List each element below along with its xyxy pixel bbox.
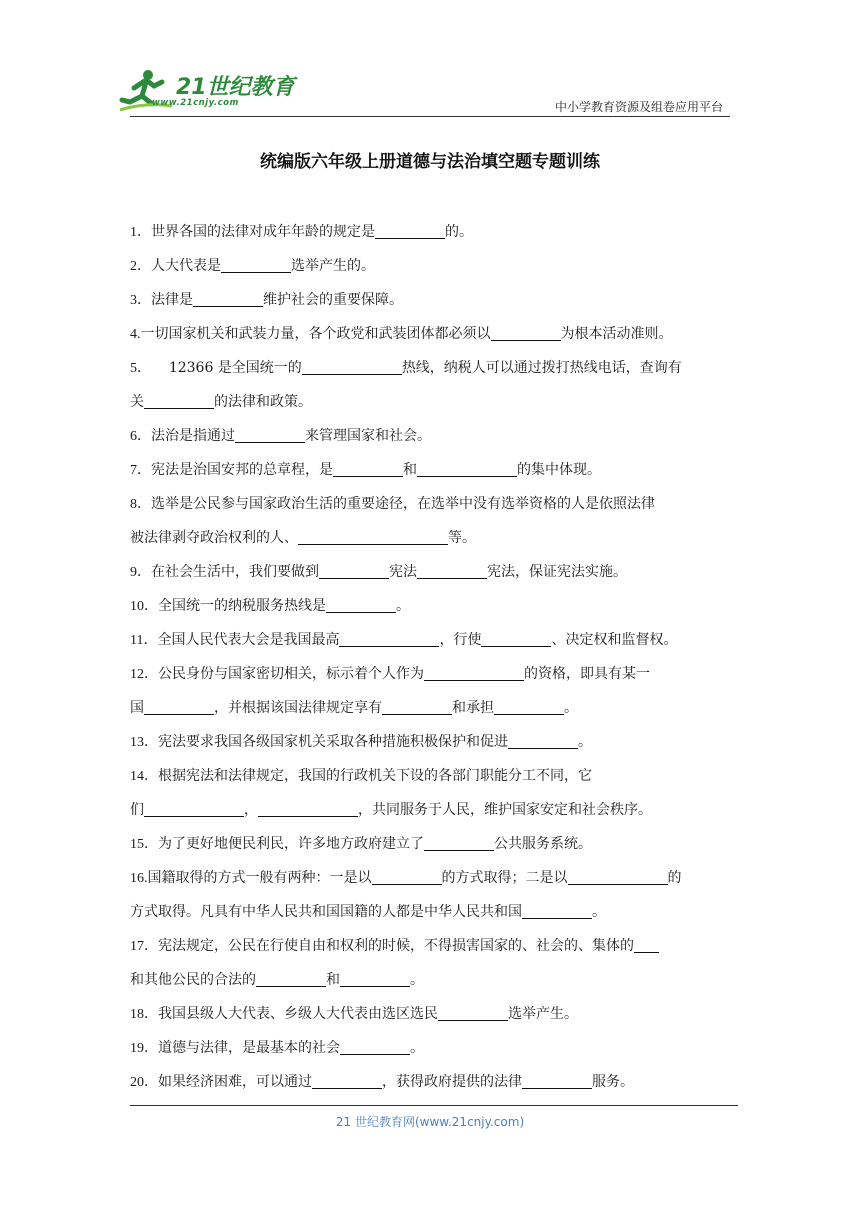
question-text: ，共同服务于人民，维护国家安定和社会秩序。 — [358, 802, 652, 818]
question-15 — [130, 833, 730, 867]
question-text: 宪法，保证宪法实施。 — [487, 564, 627, 580]
question-number: 16. — [130, 871, 148, 886]
question-number: 7． — [130, 463, 151, 478]
question-text: 人大代表是 — [151, 258, 221, 274]
answer-blank[interactable] — [340, 1038, 410, 1055]
answer-blank[interactable] — [424, 664, 524, 681]
question-text: 和其他公民的合法的 — [130, 972, 256, 988]
question-list — [130, 221, 730, 1105]
answer-blank[interactable] — [298, 528, 448, 545]
answer-blank[interactable] — [258, 800, 358, 817]
question-text: 选举产生。 — [508, 1006, 578, 1022]
question-text: 。 — [564, 700, 578, 716]
question-number: 13． — [130, 735, 158, 750]
question-text: 国籍取得的方式一般有两种：一是以 — [147, 870, 372, 886]
question-text: 的法律和政策。 — [214, 394, 312, 410]
answer-blank[interactable] — [568, 868, 668, 885]
question-text: 的。 — [445, 224, 473, 240]
question-text: 。 — [410, 972, 424, 988]
question-text: 宪法要求我国各级国家机关采取各种措施积极保护和促进 — [158, 734, 508, 750]
answer-blank[interactable] — [302, 358, 402, 375]
question-text: ，获得政府提供的法律 — [382, 1074, 522, 1090]
question-text: 全国人民代表大会是我国最高 — [157, 632, 340, 648]
answer-blank[interactable] — [256, 970, 326, 987]
question-number: 19． — [130, 1041, 158, 1056]
question-text: 等。 — [448, 530, 476, 546]
footer-link[interactable]: 21 世纪教育网(www.21cnjy.com) — [335, 1115, 525, 1129]
answer-blank[interactable] — [522, 902, 592, 919]
question-text: 在社会生活中，我们要做到 — [151, 564, 319, 580]
answer-blank[interactable] — [417, 562, 487, 579]
question-text: 和 — [326, 972, 340, 988]
answer-blank[interactable] — [494, 698, 564, 715]
question-text: ，并根据该国法律规定享有 — [214, 700, 382, 716]
question-text: 我国县级人大代表、乡级人大代表由选区选民 — [158, 1006, 438, 1022]
question-16-cont — [130, 901, 730, 935]
question-text: 维护社会的重要保障。 — [263, 292, 403, 308]
question-6 — [130, 425, 730, 459]
question-text: 服务。 — [592, 1074, 634, 1090]
logo-text: 21世纪教育 — [176, 75, 295, 100]
answer-blank[interactable] — [508, 732, 578, 749]
answer-blank[interactable] — [339, 630, 439, 647]
question-13 — [130, 731, 730, 765]
question-text: 公民身份与国家密切相关，标示着个人作为 — [158, 666, 424, 682]
question-text: 国 — [130, 700, 144, 716]
question-number: 9． — [130, 565, 151, 580]
question-text: 道德与法律，是最基本的社会 — [158, 1040, 340, 1056]
question-text: 方式取得。凡具有中华人民共和国国籍的人都是中华人民共和国 — [130, 904, 522, 920]
answer-blank[interactable] — [144, 392, 214, 409]
answer-blank[interactable] — [319, 562, 389, 579]
question-text: 和 — [403, 462, 417, 478]
answer-blank[interactable] — [312, 1072, 382, 1089]
question-text: 一切国家机关和武装力量，各个政党和武装团体都必须以 — [140, 326, 491, 342]
question-text: 如果经济困难，可以通过 — [158, 1074, 312, 1090]
question-number: 6． — [130, 429, 151, 444]
question-text: 宪法是治国安邦的总章程，是 — [151, 462, 333, 478]
question-text: 世界各国的法律对成年年龄的规定是 — [151, 224, 375, 240]
answer-blank[interactable] — [481, 630, 551, 647]
question-number: 1． — [130, 225, 151, 240]
question-number: 14． — [130, 769, 158, 784]
footer-divider — [130, 1105, 738, 1106]
answer-blank[interactable] — [491, 324, 561, 341]
question-number: 4. — [130, 327, 141, 342]
question-4 — [130, 323, 730, 357]
page-title: 统编版六年级上册道德与法治填空题专题训练 — [260, 152, 600, 172]
question-text: 12366 是全国统一的 — [168, 360, 302, 376]
answer-blank[interactable] — [221, 256, 291, 273]
question-text: 的集中体现。 — [517, 462, 601, 478]
question-number: 8． — [130, 497, 151, 512]
question-text: 被法律剥夺政治权利的人、 — [130, 530, 298, 546]
question-8 — [130, 493, 730, 527]
answer-blank[interactable] — [326, 596, 396, 613]
question-12 — [130, 663, 730, 697]
question-text: 根据宪法和法律规定，我国的行政机关下设的各部门职能分工不同，它 — [158, 768, 592, 784]
question-19 — [130, 1037, 730, 1071]
question-number: 20． — [130, 1075, 158, 1090]
question-text: 、决定权和监督权。 — [551, 632, 678, 648]
question-text: 。 — [578, 734, 592, 750]
question-text: 公共服务系统。 — [494, 836, 592, 852]
question-8-cont — [130, 527, 730, 561]
question-10 — [130, 595, 730, 629]
answer-blank[interactable] — [438, 1004, 508, 1021]
question-5-cont — [130, 391, 730, 425]
question-text: 法治是指通过 — [151, 428, 235, 444]
question-text: 的 — [667, 870, 682, 886]
question-text: 的方式取得；二是以 — [441, 870, 568, 886]
question-text: 宪法 — [389, 564, 417, 580]
question-number: 11． — [130, 633, 158, 648]
question-number: 12． — [130, 667, 158, 682]
question-9 — [130, 561, 730, 595]
question-number: 2． — [130, 259, 151, 274]
question-14 — [130, 765, 730, 799]
question-14-cont — [130, 799, 730, 833]
question-text: 来管理国家和社会。 — [305, 428, 431, 444]
question-text: 为根本活动准则。 — [560, 326, 673, 342]
question-number: 3． — [130, 293, 151, 308]
header-tagline: 中小学教育资源及组卷应用平台 — [554, 100, 723, 114]
question-17-cont — [130, 969, 730, 1003]
logo-url: www.21cnjy.com — [152, 98, 239, 108]
question-number: 18． — [130, 1007, 158, 1022]
question-3 — [130, 289, 730, 323]
question-text: 热线，纳税人可以通过拨打热线电话，查询有 — [401, 360, 682, 376]
question-text: 关 — [130, 394, 144, 410]
answer-blank[interactable] — [193, 290, 263, 307]
answer-blank[interactable] — [333, 460, 403, 477]
question-text: 。 — [410, 1040, 424, 1056]
question-text: 的资格，即具有某一 — [524, 666, 650, 682]
question-text: 选举产生的。 — [291, 258, 375, 274]
answer-blank[interactable] — [144, 800, 244, 817]
question-1 — [130, 221, 730, 255]
question-text: 们 — [130, 802, 144, 818]
question-12-cont — [130, 697, 730, 731]
page-header — [0, 0, 860, 120]
question-11 — [130, 629, 730, 663]
question-5 — [130, 357, 730, 391]
answer-blank[interactable] — [372, 868, 442, 885]
question-2 — [130, 255, 730, 289]
question-text: 。 — [396, 598, 410, 614]
answer-blank[interactable] — [340, 970, 410, 987]
answer-blank[interactable] — [417, 460, 517, 477]
question-16 — [130, 867, 730, 901]
question-text: 法律是 — [151, 292, 193, 308]
question-number: 15． — [130, 837, 158, 852]
question-7 — [130, 459, 730, 493]
question-text: 和承担 — [452, 700, 494, 716]
question-text: 全国统一的纳税服务热线是 — [158, 598, 326, 614]
question-17 — [130, 935, 730, 969]
question-text: 选举是公民参与国家政治生活的重要途径，在选举中没有选举资格的人是依照法律 — [151, 496, 655, 512]
question-text: ，行使 — [439, 632, 482, 648]
answer-blank[interactable] — [634, 936, 659, 953]
question-number: 10． — [130, 599, 158, 614]
answer-blank[interactable] — [382, 698, 452, 715]
question-20 — [130, 1071, 730, 1105]
answer-blank[interactable] — [375, 222, 445, 239]
site-logo[interactable] — [118, 66, 303, 118]
question-number: 17． — [130, 939, 158, 954]
question-text: ， — [244, 802, 258, 818]
answer-blank[interactable] — [522, 1072, 592, 1089]
question-number: 5． — [130, 361, 151, 376]
answer-blank[interactable] — [424, 834, 494, 851]
question-text: 。 — [592, 904, 606, 920]
question-text: 为了更好地便民利民，许多地方政府建立了 — [158, 836, 424, 852]
question-18 — [130, 1003, 730, 1037]
header-divider — [130, 116, 730, 117]
answer-blank[interactable] — [235, 426, 305, 443]
question-text: 宪法规定，公民在行使自由和权利的时候，不得损害国家的、社会的、集体的 — [158, 938, 634, 954]
answer-blank[interactable] — [144, 698, 214, 715]
